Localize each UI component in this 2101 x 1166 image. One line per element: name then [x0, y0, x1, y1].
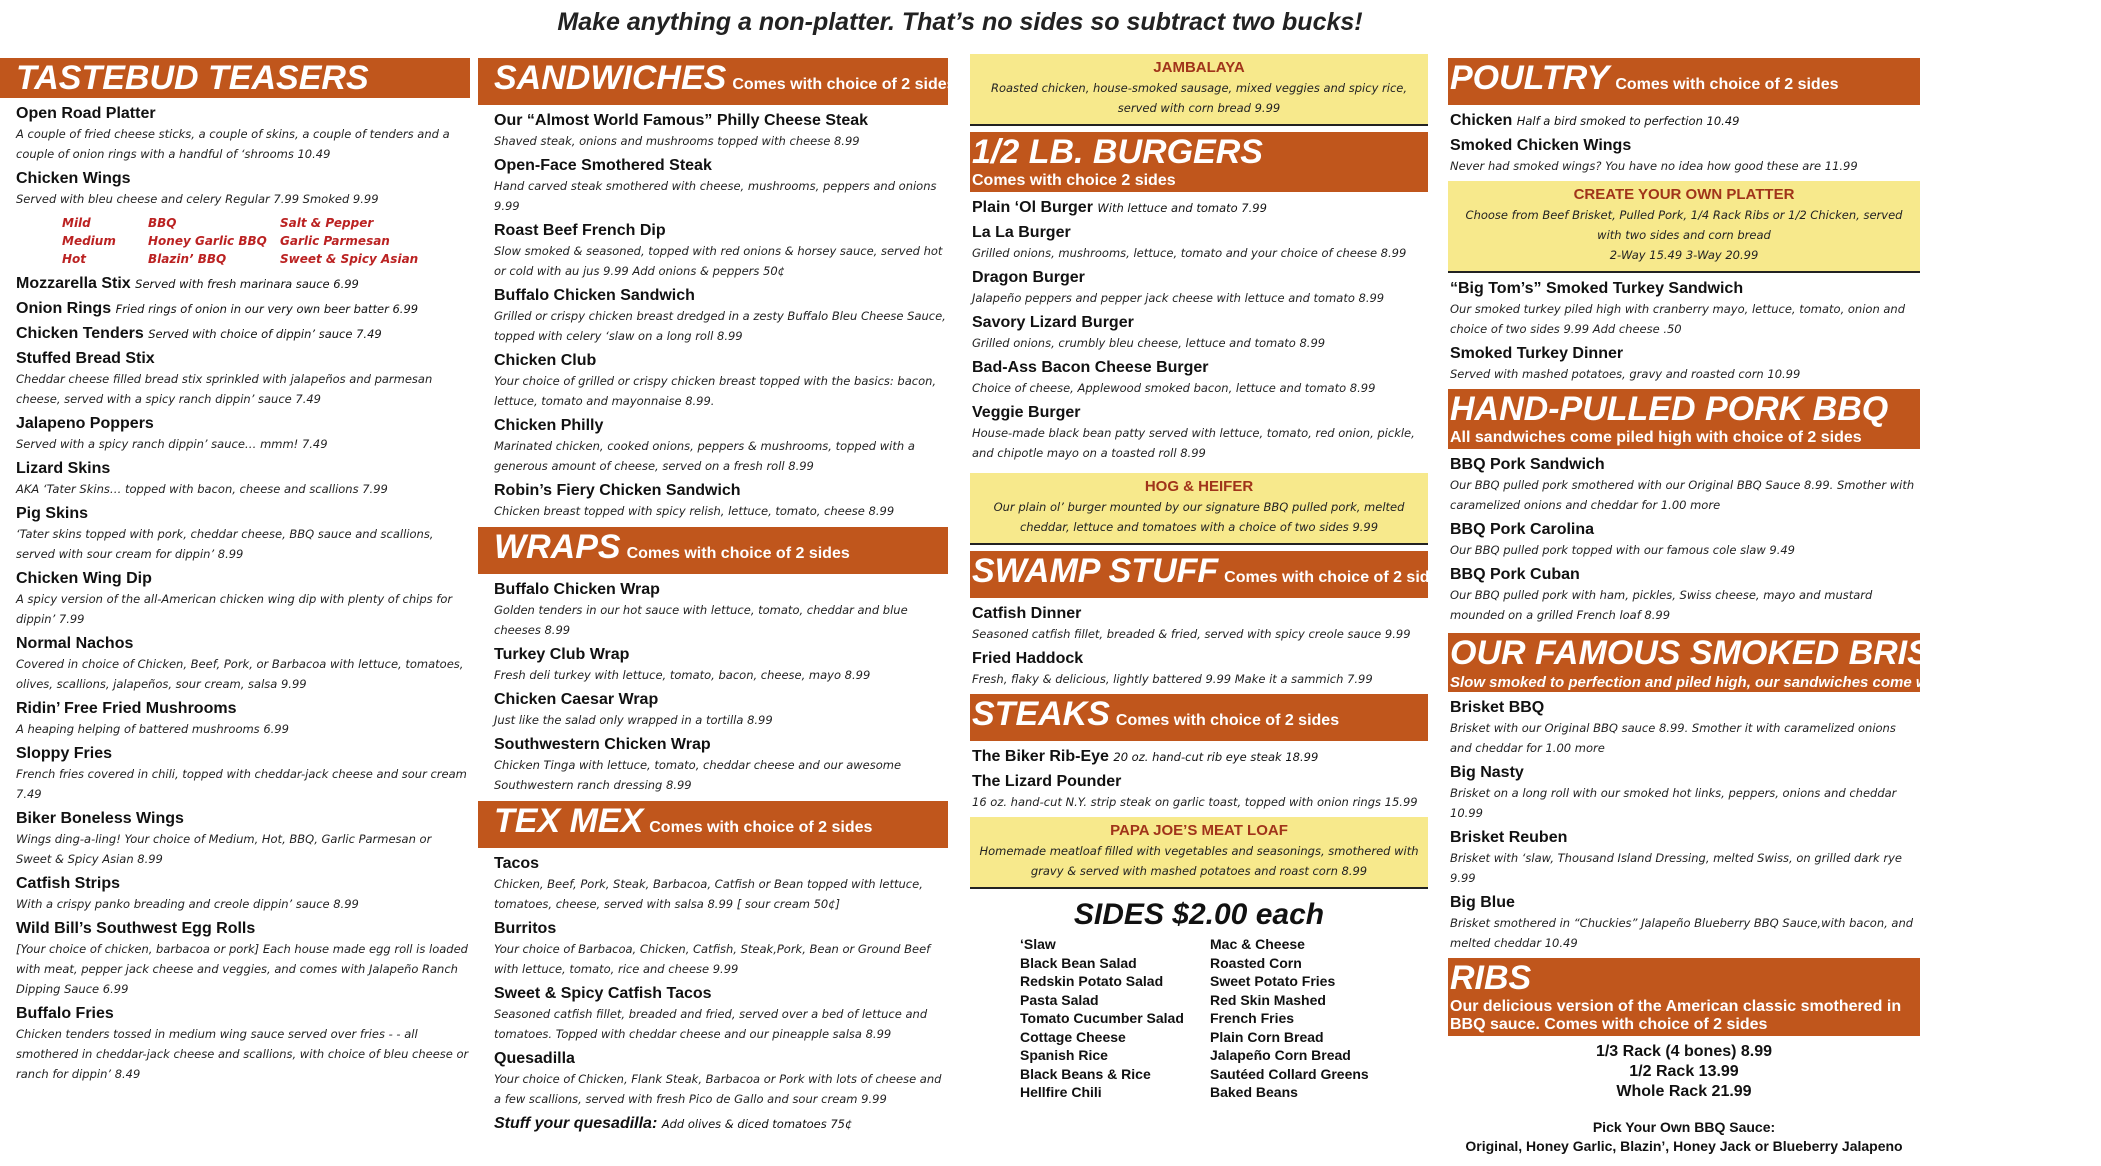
menu-item	[970, 604, 1428, 644]
bbq-sauce-pick	[1448, 1118, 1920, 1156]
section-title: RIBS	[1450, 959, 1532, 997]
menu-item	[478, 854, 948, 914]
item-name: Chicken	[1450, 112, 1513, 129]
menu-item	[0, 874, 470, 914]
item-desc: Served with mashed potatoes, gravy and roasted corn 10.99	[1450, 367, 1801, 381]
item-desc: French fries covered in chili, topped with cheddar-jack cheese and sour cream 7.49	[16, 767, 467, 801]
menu-item	[478, 221, 948, 281]
section-header-swamp	[970, 551, 1448, 598]
item-desc: Hand carved steak smothered with cheese, mushrooms, peppers and onions 9.99	[494, 179, 937, 213]
menu-item	[478, 481, 948, 521]
box-title: JAMBALAYA	[1153, 59, 1245, 76]
item-name: Chicken Tenders	[16, 325, 144, 342]
item-desc: ‘Tater skins topped with pork, cheddar cheese, BBQ sauce and scallions, served with sour cream for dippin’ 8.99	[16, 527, 434, 561]
menu-item	[478, 919, 948, 979]
section-title: OUR FAMOUS SMOKED BRISKET	[1450, 634, 1998, 672]
item-name: Catfish Strips	[16, 875, 121, 892]
item-desc: Fried rings of onion in our very own beer batter 6.99	[115, 302, 419, 316]
item-desc: Wings ding-a-ling! Your choice of Medium, Hot, BBQ, Garlic Parmesan or Sweet & Spicy Asian 8.99	[16, 832, 432, 866]
item-desc: Choice of cheese, Applewood smoked bacon, lettuce and tomato 8.99	[972, 381, 1376, 395]
item-name: Normal Nachos	[16, 635, 134, 652]
menu-item	[478, 645, 948, 685]
section-header-teasers	[0, 58, 470, 98]
item-name: Big Nasty	[1450, 764, 1524, 781]
flavor-label: Garlic Parmesan	[280, 234, 390, 248]
item-desc: Our BBQ pulled pork topped with our famous cole slaw 9.49	[1450, 543, 1795, 557]
flavor-label: Medium	[62, 234, 116, 248]
column-poultry	[1448, 58, 2101, 1156]
item-name: BBQ Pork Cuban	[1450, 566, 1580, 583]
menu-item	[1448, 520, 1920, 560]
flavor-label: Sweet & Spicy Asian	[280, 252, 419, 266]
item-name: Buffalo Chicken Wrap	[494, 581, 660, 598]
section-header-sandwiches	[478, 58, 956, 105]
menu-item	[0, 744, 470, 804]
side-item: Redskin Potato Salad	[1020, 973, 1164, 989]
item-desc: Brisket on a long roll with our smoked hot links, peppers, onions and cheddar 10.99	[1450, 786, 1897, 820]
section-subtitle: Comes with choice of 2 sides	[649, 819, 873, 836]
box-title: CREATE YOUR OWN PLATTER	[1573, 186, 1795, 203]
section-header-poultry	[1448, 58, 1920, 105]
section-subtitle: Our delicious version of the American classic smothered in BBQ sauce. Comes with choice of 2 sides	[1450, 998, 1902, 1033]
item-desc: Your choice of Chicken, Flank Steak, Barbacoa or Pork with lots of cheese and a few scallions, served with fresh Pico de Gallo and sour cream 9.99	[494, 1072, 942, 1106]
item-name: BBQ Pork Carolina	[1450, 521, 1595, 538]
menu-item	[0, 169, 470, 209]
item-name: Pig Skins	[16, 505, 89, 522]
side-item: Roasted Corn	[1210, 954, 1302, 971]
menu-item	[1448, 455, 1920, 515]
item-name: Burritos	[494, 920, 557, 937]
column-sandwiches	[478, 58, 956, 1139]
item-name: Onion Rings	[16, 300, 112, 317]
ribs-prices	[1448, 1042, 1920, 1156]
box-desc: Roasted chicken, house-smoked sausage, mixed veggies and spicy rice, served with corn bread 9.99	[990, 81, 1408, 115]
section-title: WRAPS	[494, 528, 621, 566]
item-name: Chicken Club	[494, 352, 597, 369]
side-item: Sautéed Collard Greens	[1210, 1065, 1369, 1082]
menu-item	[970, 223, 1428, 263]
item-name: Ridin’ Free Fried Mushrooms	[16, 700, 237, 717]
menu-item	[970, 649, 1428, 689]
menu-item	[478, 690, 948, 730]
item-desc: Served with fresh marinara sauce 6.99	[135, 277, 359, 291]
menu-item	[478, 735, 948, 795]
item-desc: Seasoned catfish fillet, breaded and fried, served over a bed of lettuce and tomatoes. Topped with cheddar cheese and our pineapple salsa 8.99	[494, 1007, 928, 1041]
side-item: Red Skin Mashed	[1210, 991, 1326, 1008]
item-desc: 20 oz. hand-cut rib eye steak 18.99	[1113, 750, 1319, 764]
item-desc: [Your choice of chicken, barbacoa or pork] Each house made egg roll is loaded with meat, pepper jack cheese and veggies, and comes with Jalapeño Ranch Dipping Sauce 6.99	[16, 942, 468, 996]
item-desc: Covered in choice of Chicken, Beef, Pork, or Barbacoa with lettuce, tomatoes, olives, scallions, jalapeños, sour cream, salsa 9.99	[16, 657, 464, 691]
box-desc: Homemade meatloaf filled with vegetables and seasonings, smothered with gravy & served with mashed potatoes and roast corn 8.99	[979, 844, 1419, 878]
menu-item	[0, 459, 470, 499]
extra-name: Stuff your quesadilla:	[494, 1115, 658, 1132]
side-item: ‘Slaw	[1020, 936, 1056, 952]
hog-heifer-box	[970, 473, 1428, 545]
wing-flavors	[0, 214, 470, 268]
section-title: SANDWICHES	[494, 59, 727, 97]
item-name: Chicken Wings	[16, 170, 131, 187]
item-name: Smoked Chicken Wings	[1450, 137, 1632, 154]
flavor-label: Hot	[62, 252, 87, 266]
item-desc: Chicken Tinga with lettuce, tomato, cheddar cheese and our awesome Southwestern ranch dressing 8.99	[494, 758, 902, 792]
item-name: Bad-Ass Bacon Cheese Burger	[972, 359, 1209, 376]
steak-list	[970, 747, 1428, 812]
item-desc: Brisket with our Original BBQ sauce 8.99. Smother it with caramelized onions and cheddar for 1.00 more	[1450, 721, 1896, 755]
item-desc: With lettuce and tomato 7.99	[1097, 201, 1267, 215]
item-name: Open-Face Smothered Steak	[494, 157, 712, 174]
item-desc: Cheddar cheese filled bread stix sprinkled with jalapeños and parmesan cheese, served with a spicy ranch dippin’ sauce 7.49	[16, 372, 433, 406]
section-subtitle: Comes with choice 2 sides	[972, 172, 1176, 189]
ribs-price: 1/2 Rack 13.99	[1629, 1063, 1739, 1080]
side-item: Hellfire Chili	[1020, 1084, 1102, 1100]
item-desc: Seasoned catfish fillet, breaded & fried, served with spicy creole sauce 9.99	[972, 627, 1411, 641]
menu-item	[0, 699, 470, 739]
menu-item	[0, 324, 470, 344]
section-header-pork	[1448, 389, 1920, 449]
item-name: Sweet & Spicy Catfish Tacos	[494, 985, 712, 1002]
item-desc: Chicken breast topped with spicy relish, lettuce, tomato, cheese 8.99	[494, 504, 895, 518]
item-name: BBQ Pork Sandwich	[1450, 456, 1605, 473]
menu-item	[478, 416, 948, 476]
item-name: The Biker Rib-Eye	[972, 748, 1109, 765]
menu-item	[0, 1004, 470, 1084]
pick-list: Original, Honey Garlic, Blazin’, Honey Jack or Blueberry Jalapeno	[1465, 1138, 1903, 1154]
flavor-label: Blazin’ BBQ	[148, 252, 227, 266]
section-subtitle: Slow smoked to perfection and piled high, our sandwiches come with a choice of two sides	[1450, 674, 2101, 691]
item-name: Biker Boneless Wings	[16, 810, 184, 827]
item-desc: House-made black bean patty served with lettuce, tomato, red onion, pickle, and chipotle mayo on a toasted roll 8.99	[972, 426, 1415, 460]
section-title: TEX MEX	[494, 802, 644, 840]
section-title: STEAKS	[972, 695, 1110, 733]
item-name: Southwestern Chicken Wrap	[494, 736, 711, 753]
side-item: Jalapeño Corn Bread	[1210, 1047, 1351, 1063]
item-desc: Fresh, flaky & delicious, lightly battered 9.99 Make it a sammich 7.99	[972, 672, 1373, 686]
item-desc: Grilled onions, crumbly bleu cheese, lettuce and tomato 8.99	[972, 336, 1326, 350]
item-desc: Our smoked turkey piled high with cranberry mayo, lettuce, tomato, onion and choice of two sides 9.99 Add cheese .50	[1450, 302, 1906, 336]
item-name: Buffalo Chicken Sandwich	[494, 287, 695, 304]
menu-item	[1448, 828, 1920, 888]
item-desc: With a crispy panko breading and creole dippin’ sauce 8.99	[16, 897, 359, 911]
item-desc: Never had smoked wings? You have no idea how good these are 11.99	[1450, 159, 1858, 173]
ribs-price: 1/3 Rack (4 bones) 8.99	[1595, 1043, 1773, 1060]
menu-item	[970, 772, 1428, 812]
side-item: Pasta Salad	[1020, 991, 1099, 1008]
menu-item	[970, 313, 1428, 353]
menu-item	[478, 351, 948, 411]
flavor-label: Honey Garlic BBQ	[148, 234, 267, 248]
item-desc: A couple of fried cheese sticks, a couple of skins, a couple of tenders and a couple of onion rings with a handful of ‘shrooms 10.49	[16, 127, 450, 161]
menu-item	[0, 349, 470, 409]
burger-list	[970, 198, 1428, 463]
menu-item	[0, 919, 470, 999]
menu-item	[1448, 893, 1920, 953]
quesadilla-extra	[478, 1114, 948, 1134]
side-item: Baked Beans	[1210, 1084, 1298, 1100]
item-desc: Served with bleu cheese and celery Regular 7.99 Smoked 9.99	[16, 192, 379, 206]
box-prices: 2-Way 15.49 3-Way 20.99	[1609, 248, 1759, 262]
item-name: Robin’s Fiery Chicken Sandwich	[494, 482, 741, 499]
menu-item	[478, 286, 948, 346]
section-title: 1/2 LB. BURGERS	[972, 133, 1263, 171]
side-item: Cottage Cheese	[1020, 1028, 1126, 1045]
turkey-list	[1448, 279, 1920, 384]
item-name: Fried Haddock	[972, 650, 1084, 667]
menu-item	[970, 198, 1428, 218]
section-header-wraps	[478, 527, 948, 574]
item-name: Chicken Philly	[494, 417, 604, 434]
item-name: Roast Beef French Dip	[494, 222, 666, 239]
item-desc: Golden tenders in our hot sauce with lettuce, tomato, cheddar and blue cheeses 8.99	[494, 603, 908, 637]
item-desc: Half a bird smoked to perfection 10.49	[1516, 114, 1740, 128]
item-desc: Your choice of grilled or crispy chicken breast topped with the basics: bacon, lettuce, tomato and mayonnaise 8.99.	[494, 374, 937, 408]
section-header-texmex	[478, 801, 948, 848]
menu-item	[1448, 698, 1920, 758]
section-title: TASTEBUD TEASERS	[16, 59, 369, 97]
sandwich-list	[478, 111, 948, 521]
flavor-label: Mild	[62, 216, 91, 230]
menu-item	[0, 274, 470, 294]
section-title: POULTRY	[1450, 59, 1610, 97]
menu-item	[970, 358, 1428, 398]
item-desc: A heaping helping of battered mushrooms 6.99	[16, 722, 289, 736]
box-title: HOG & HEIFER	[1144, 478, 1254, 495]
platter-box	[1448, 181, 1920, 273]
item-desc: Brisket smothered in “Chuckies” Jalapeño Blueberry BBQ Sauce,with bacon, and melted cheddar 10.49	[1450, 916, 1914, 950]
item-desc: Slow smoked & seasoned, topped with red onions & horsey sauce, served hot or cold with au jus 9.99 Add onions & peppers 50¢	[494, 244, 943, 278]
item-name: Our “Almost World Famous” Philly Cheese Steak	[494, 112, 869, 129]
section-subtitle: Comes with choice of 2 sides	[732, 76, 956, 93]
item-name: Stuffed Bread Stix	[16, 350, 155, 367]
menu-item	[0, 504, 470, 564]
menu-item	[1448, 344, 1920, 384]
item-name: Catfish Dinner	[972, 605, 1082, 622]
item-desc: Fresh deli turkey with lettuce, tomato, bacon, cheese, mayo 8.99	[494, 668, 871, 682]
side-item: Black Beans & Rice	[1020, 1065, 1151, 1082]
item-name: Big Blue	[1450, 894, 1515, 911]
platter-banner: Make anything a non-platter. That’s no sides so subtract two bucks!	[557, 8, 1363, 36]
pork-list	[1448, 455, 1920, 625]
section-title: SWAMP STUFF	[972, 552, 1219, 590]
section-subtitle: Comes with choice of 2 sides	[626, 545, 850, 562]
item-name: Open Road Platter	[16, 105, 156, 122]
box-title: PAPA JOE’S MEAT LOAF	[1110, 822, 1288, 839]
section-header-burgers	[970, 132, 1428, 192]
brisket-list	[1448, 698, 1920, 953]
sides-left	[1020, 935, 1210, 1102]
section-header-ribs	[1448, 958, 1920, 1036]
item-name: Smoked Turkey Dinner	[1450, 345, 1624, 362]
item-name: Sloppy Fries	[16, 745, 113, 762]
item-name: Brisket Reuben	[1450, 829, 1568, 846]
column-teasers	[0, 58, 470, 1089]
menu-item	[1448, 279, 1920, 339]
menu-item	[1448, 565, 1920, 625]
item-name: Veggie Burger	[972, 404, 1081, 421]
menu-item	[1448, 763, 1920, 823]
item-name: Plain ‘Ol Burger	[972, 199, 1093, 216]
menu-item	[1448, 136, 1920, 176]
menu-item	[0, 569, 470, 629]
sides-right	[1210, 935, 1410, 1102]
item-desc: Your choice of Barbacoa, Chicken, Catfish, Steak,Pork, Bean or Ground Beef with lettuce, tomato, rice and cheese 9.99	[494, 942, 931, 976]
item-name: Turkey Club Wrap	[494, 646, 630, 663]
meatloaf-box	[970, 817, 1428, 889]
item-name: Dragon Burger	[972, 269, 1085, 286]
item-name: The Lizard Pounder	[972, 773, 1122, 790]
item-name: La La Burger	[972, 224, 1071, 241]
item-name: Chicken Caesar Wrap	[494, 691, 659, 708]
menu-item	[478, 111, 948, 151]
item-desc: Grilled or crispy chicken breast dredged in a zesty Buffalo Bleu Cheese Sauce, topped with celery ‘slaw on a long roll 8.99	[494, 309, 946, 343]
item-desc: Shaved steak, onions and mushrooms topped with cheese 8.99	[494, 134, 860, 148]
item-name: Buffalo Fries	[16, 1005, 114, 1022]
side-item: Plain Corn Bread	[1210, 1028, 1324, 1045]
item-desc: Our BBQ pulled pork with ham, pickles, Swiss cheese, mayo and mustard mounded on a grilled French loaf 8.99	[1450, 588, 1873, 622]
item-desc: Chicken tenders tossed in medium wing sauce served over fries - - all smothered in cheddar-jack cheese and scallions, with choice of bleu cheese or ranch for dippin’ 8.49	[16, 1027, 469, 1081]
menu-item	[0, 104, 470, 164]
item-name: “Big Tom’s” Smoked Turkey Sandwich	[1450, 280, 1744, 297]
item-desc: AKA ‘Tater Skins… topped with bacon, cheese and scallions 7.99	[16, 482, 388, 496]
menu-item	[0, 809, 470, 869]
menu-item	[478, 156, 948, 216]
item-name: Mozzarella Stix	[16, 275, 131, 292]
pick-title: Pick Your Own BBQ Sauce:	[1592, 1119, 1776, 1135]
menu-item	[0, 299, 470, 319]
poultry-list	[1448, 111, 1920, 176]
teasers-list	[0, 104, 470, 1084]
section-subtitle: Comes with choice of 2 sides	[1115, 712, 1340, 729]
item-name: Brisket BBQ	[1450, 699, 1545, 716]
section-subtitle: All sandwiches come piled high with choice of 2 sides	[1450, 429, 1862, 446]
item-name: Savory Lizard Burger	[972, 314, 1134, 331]
item-desc: Grilled onions, mushrooms, lettuce, tomato and your choice of cheese 8.99	[972, 246, 1407, 260]
item-desc: Marinated chicken, cooked onions, peppers & mushrooms, topped with a generous amount of cheese, served on a fresh roll 8.99	[494, 439, 915, 473]
column-burgers	[970, 54, 1448, 1102]
item-desc: Chicken, Beef, Pork, Steak, Barbacoa, Catfish or Bean topped with lettuce, tomatoes, cheese, served with salsa 8.99 [ sour cream 50¢]	[494, 877, 923, 911]
swamp-list	[970, 604, 1428, 689]
texmex-list	[478, 854, 948, 1109]
item-desc: 16 oz. hand-cut N.Y. strip steak on garlic toast, topped with onion rings 15.99	[972, 795, 1418, 809]
item-desc: A spicy version of the all-American chicken wing dip with plenty of chips for dippin’ 7.99	[16, 592, 453, 626]
flavor-label: Salt & Pepper	[280, 216, 374, 230]
item-name: Quesadilla	[494, 1050, 575, 1067]
side-item: Mac & Cheese	[1210, 936, 1305, 952]
side-item: Spanish Rice	[1020, 1047, 1108, 1063]
item-desc: Served with a spicy ranch dippin’ sauce… mmm! 7.49	[16, 437, 328, 451]
ribs-price: Whole Rack 21.99	[1616, 1083, 1752, 1100]
sides-list	[970, 935, 1428, 1102]
menu-item	[1448, 111, 1920, 131]
menu-item	[970, 747, 1428, 767]
menu-item	[970, 403, 1428, 463]
ribs-price-list	[1448, 1042, 1920, 1102]
item-desc: Served with choice of dippin’ sauce 7.49	[148, 327, 382, 341]
menu-item	[970, 268, 1428, 308]
sides-title: SIDES $2.00 each	[1073, 898, 1325, 931]
side-item: French Fries	[1210, 1010, 1295, 1026]
section-title: HAND-PULLED PORK BBQ	[1450, 390, 1889, 428]
section-subtitle: Comes with choice of 2 sides	[1615, 76, 1839, 93]
side-item: Black Bean Salad	[1020, 954, 1137, 971]
jambalaya-box	[970, 54, 1428, 126]
box-desc: Our plain ol’ burger mounted by our signature BBQ pulled pork, melted cheddar, lettuce and tomatoes with a choice of two sides 9.99	[993, 500, 1405, 534]
menu-item	[478, 984, 948, 1044]
section-header-brisket	[1448, 633, 2101, 692]
item-name: Jalapeno Poppers	[16, 415, 154, 432]
menu-item	[0, 634, 470, 694]
item-name: Lizard Skins	[16, 460, 111, 477]
box-desc: Choose from Beef Brisket, Pulled Pork, 1/4 Rack Ribs or 1/2 Chicken, served with two sides and corn bread	[1465, 208, 1903, 242]
item-desc: Just like the salad only wrapped in a tortilla 8.99	[494, 713, 773, 727]
wrap-list	[478, 580, 948, 795]
side-item: Tomato Cucumber Salad	[1020, 1010, 1184, 1026]
item-name: Tacos	[494, 855, 540, 872]
side-item: Sweet Potato Fries	[1210, 973, 1336, 989]
flavor-label: BBQ	[148, 216, 177, 230]
item-name: Chicken Wing Dip	[16, 570, 152, 587]
section-header-steaks	[970, 694, 1428, 741]
menu-item	[0, 414, 470, 454]
item-desc: Jalapeño peppers and pepper jack cheese with lettuce and tomato 8.99	[972, 291, 1385, 305]
item-desc: Our BBQ pulled pork smothered with our Original BBQ Sauce 8.99. Smother with caramelized onions and cheddar for 1.00 more	[1450, 478, 1915, 512]
menu-item	[478, 1049, 948, 1109]
section-subtitle: Comes with choice of 2 sides	[1224, 569, 1448, 586]
menu-item	[478, 580, 948, 640]
item-name: Wild Bill’s Southwest Egg Rolls	[16, 920, 256, 937]
item-desc: Brisket with ‘slaw, Thousand Island Dressing, melted Swiss, on grilled dark rye 9.99	[1450, 851, 1902, 885]
extra-desc: Add olives & diced tomatoes 75¢	[661, 1117, 853, 1131]
